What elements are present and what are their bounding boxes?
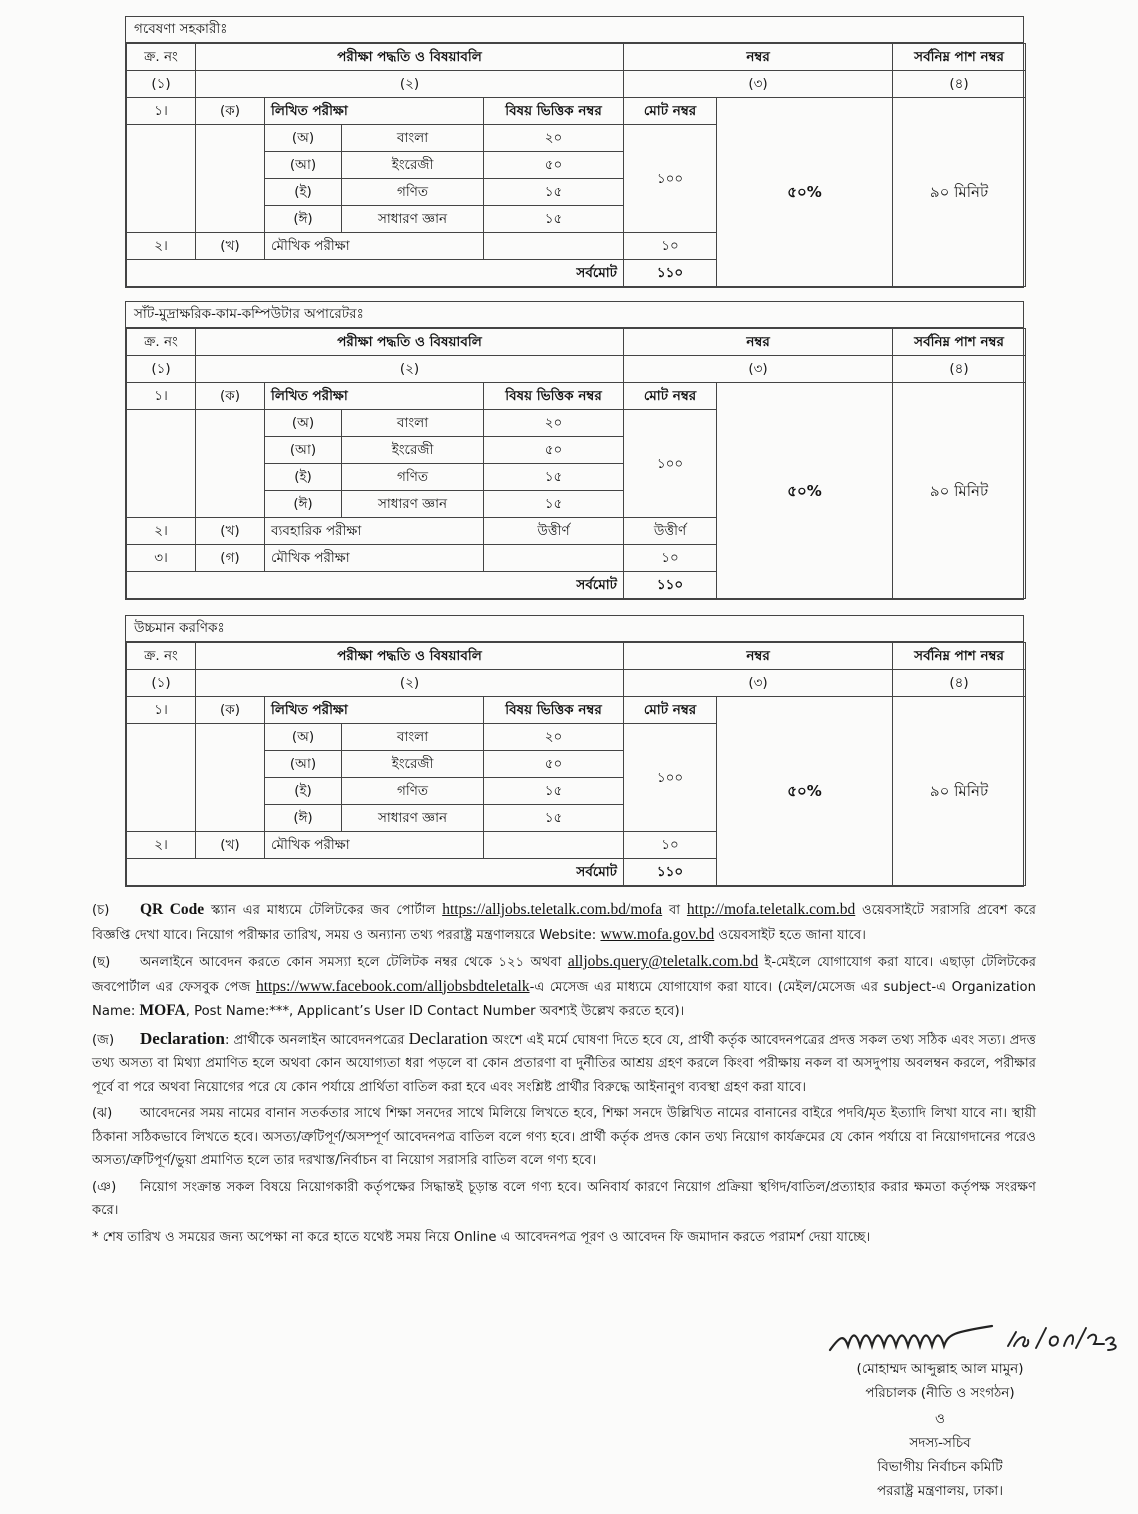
mofa-website-link[interactable]: www.mofa.gov.bd xyxy=(600,925,715,943)
table-row: ২। (খ) মৌখিক পরীক্ষা ১০ xyxy=(127,233,1026,260)
table-row: ১। (ক) লিখিত পরীক্ষা বিষয় ভিত্তিক নম্বর মোট নম্বর ৫০% ৯০ মিনিট xyxy=(127,697,1026,724)
note-j: (জ) Declaration: প্রার্থীকে অনলাইন আবেদনপত্রের Declaration অংশে এই মর্মে ঘোষণা দিতে হবে যে, প্রার্থী কর্তৃক আবেদনপত্রের প্রদত্ত সকল তথ্য সঠিক এবং সত্য। প্রদত্ত তথ্য অসত্য বা মিথ্যা প্রমাণিত হলে অথবা কোন অযোগ্যতা ধরা পড়লে বা কোন প্রতারণা বা দুর্নীতির আশ্রয় গ্রহণ করলে কিংবা পরীক্ষায় নকল বা অসদুপায় অবলম্বন করলে, পরীক্ষার পূর্বে বা পরে অথবা নিয়োগের পরে যে কোন পর্যায়ে প্রার্থিতা বাতিল করা হবে এবং সংশ্লিষ্ট প্রার্থীর বিরুদ্ধে আইনানুগ ব্যবস্থা গ্রহণ করা যাবে। xyxy=(92,1028,1036,1095)
col-method: পরীক্ষা পদ্ধতি ও বিষয়াবলি xyxy=(196,44,624,71)
col-method: পরীক্ষা পদ্ধতি ও বিষয়াবলি xyxy=(196,643,624,670)
pass-mark: ৫০% xyxy=(717,383,893,599)
subject-row: (অ) বাংলা ২০ ১০০ xyxy=(127,410,1026,437)
note-ch: (চ) QR Code স্ক্যান এর মাধ্যমে টেলিটকের জব পোর্টাল https://alljobs.teletalk.com.bd/mofa বা http://mofa.teletalk.com.bd ওয়েবসাইটে সরাসরি প্রবেশ করে বিজ্ঞপ্তি দেখা যাবে। নিয়োগ পরীক্ষার তারিখ, সময় ও অন্যান্য তথ্য পররাষ্ট্র মন্ত্রণালয়রে Website: www.mofa.gov.bd ওয়েবসাইট হতে জানা যাবে। xyxy=(92,901,1036,943)
grand-total: ১১০ xyxy=(624,260,717,287)
header-row xyxy=(127,643,1026,670)
grand-total: ১১০ xyxy=(624,859,717,886)
exam-time: ৯০ মিনিট xyxy=(893,383,1026,599)
subject-row: (অ) বাংলা ২০ ১০০ xyxy=(127,125,1026,152)
facebook-link[interactable]: https://www.facebook.com/alljobsbdteletalk xyxy=(255,977,530,995)
grand-total-row: সর্বমোট ১১০ xyxy=(127,260,1026,287)
written-total: ১০০ xyxy=(624,125,717,233)
col-marks: নম্বর xyxy=(624,44,893,71)
number-row: (১) (২) (৩) (৪) xyxy=(127,71,1026,98)
col-marks: নম্বর xyxy=(624,643,893,670)
written-total: ১০০ xyxy=(624,724,717,832)
table-row: ৩। (গ) মৌখিক পরীক্ষা ১০ xyxy=(127,545,1026,572)
signatory-committee: বিভাগীয় নির্বাচন কমিটি xyxy=(877,1459,1003,1475)
subject-row: (আ) ইংরেজী ৫০ xyxy=(127,152,1026,179)
col-serial: ক্র. নং xyxy=(127,44,196,71)
subject-row: (অ) বাংলা ২০ ১০০ xyxy=(127,724,1026,751)
number-row: (১) (২) (৩) (৪) xyxy=(127,356,1026,383)
header-row xyxy=(127,329,1026,356)
table-title: সাঁট-মুদ্রাক্ষরিক-কাম-কম্পিউটার অপারেটরঃ xyxy=(126,302,1023,328)
table-row: ২। (খ) মৌখিক পরীক্ষা ১০ xyxy=(127,832,1026,859)
note-jh: (ঝ) আবেদনের সময় নামের বানান সতর্কতার সাথে শিক্ষা সনদের সাথে মিলিয়ে লিখতে হবে, শিক্ষা সনদে উল্লিখিত নামের বানানের বাইরে পদবি/মৃত ইত্যাদি লিখা যাবে না। স্থায়ী ঠিকানা সঠিকভাবে লিখতে হবে। অসত্য/ত্রুটিপূর্ণ/অসম্পূর্ণ আবেদনপত্র বাতিল বলে গণ্য হবে। প্রার্থী কর্তৃক প্রদত্ত কোন তথ্য নিয়োগ কার্যক্রমের যে কোন পর্যায়ে বা নিয়োগদানের পরেও অসত্য/ত্রুটিপূর্ণ/ভুয়া প্রমাণিত হলে তার দরখাস্ত/নির্বাচন বা নিয়োগ সরাসরি বাতিল বলে গণ্য হবে। xyxy=(92,1102,1036,1173)
signatory-and: ও xyxy=(935,1411,945,1427)
exam-table xyxy=(125,16,1024,288)
subject-row: (ঈ) সাধারণ জ্ঞান ১৫ xyxy=(127,491,1026,518)
note-chh: (ছ) অনলাইনে আবেদন করতে কোন সমস্যা হলে টেলিটক নম্বর থেকে ১২১ অথবা alljobs.query@teletalk.com.bd ই-মেইলে যোগাযোগ করা যাবে। এছাড়া টেলিটকের জবপোর্টাল এর ফেসবুক পেজ https://www.facebook.com/alljobsbdteletalk-এ মেসেজ এর মাধ্যমে যোগাযোগ করা যাবে। (মেইল/মেসেজ এর subject-এ Organization Name: MOFA, Post Name:***, Applicant’s User ID Contact Number অবশ্যই উল্লেখ করতে হবে)। xyxy=(92,953,1036,1019)
email-link[interactable]: alljobs.query@teletalk.com.bd xyxy=(567,953,759,970)
exam-time: ৯০ মিনিট xyxy=(893,697,1026,886)
written-total: ১০০ xyxy=(624,410,717,518)
signatory-ministry: পররাষ্ট্র মন্ত্রণালয়, ঢাকা। xyxy=(876,1483,1004,1499)
subject-row: (ঈ) সাধারণ জ্ঞান ১৫ xyxy=(127,206,1026,233)
col-serial: ক্র. নং xyxy=(127,329,196,356)
col-pass: সর্বনিম্ন পাশ নম্বর xyxy=(893,329,1026,356)
pass-mark: ৫০% xyxy=(717,697,893,886)
signatory-name: (মোহাম্মদ আব্দুল্লাহ আল মামুন) xyxy=(856,1361,1024,1377)
exam-table xyxy=(125,301,1024,600)
notes-section xyxy=(92,898,1036,1252)
subject-row: (ই) গণিত ১৫ xyxy=(127,179,1026,206)
signatory-designation: পরিচালক (নীতি ও সংগঠন) xyxy=(865,1385,1015,1401)
mofa-teletalk-link[interactable]: http://mofa.teletalk.com.bd xyxy=(686,901,856,918)
grand-total-row: সর্বমোট ১১০ xyxy=(127,859,1026,886)
header-row xyxy=(127,44,1026,71)
subject-row: (ই) গণিত ১৫ xyxy=(127,464,1026,491)
exam-time: ৯০ মিনিট xyxy=(893,98,1026,287)
table-title: গবেষণা সহকারীঃ xyxy=(126,17,1023,43)
subject-row: (আ) ইংরেজী ৫০ xyxy=(127,437,1026,464)
col-serial: ক্র. নং xyxy=(127,643,196,670)
note-marker: (ঞ) xyxy=(92,1179,117,1195)
subject-row: (আ) ইংরেজী ৫০ xyxy=(127,751,1026,778)
exam-table xyxy=(125,615,1024,887)
col-method: পরীক্ষা পদ্ধতি ও বিষয়াবলি xyxy=(196,329,624,356)
note-star: * শেষ তারিখ ও সময়ের জন্য অপেক্ষা না করে হাতে যথেষ্ট সময় নিয়ে Online এ আবেদনপত্র পূরণ ও আবেদন ফি জমাদান করতে পরামর্শ দেয়া যাচ্ছে। xyxy=(92,1229,871,1245)
pass-mark: ৫০% xyxy=(717,98,893,287)
note-marker: (চ) xyxy=(92,903,110,918)
note-marker: (ঝ) xyxy=(92,1106,113,1121)
col-pass: সর্বনিম্ন পাশ নম্বর xyxy=(893,643,1026,670)
signatory-role: সদস্য-সচিব xyxy=(909,1435,971,1451)
subject-row: (ঈ) সাধারণ জ্ঞান ১৫ xyxy=(127,805,1026,832)
note-ny: (ঞ) নিয়োগ সংক্রান্ত সকল বিষয়ে নিয়োগকারী কর্তৃপক্ষের সিদ্ধান্তই চূড়ান্ত বলে গণ্য হবে। অনিবার্য কারণে নিয়োগ প্রক্রিয়া স্থগিদ/বাতিল/প্রত্যাহার করার ক্ষমতা কর্তৃপক্ষ সংরক্ষণ করে। xyxy=(92,1176,1036,1223)
note-marker: (ছ) xyxy=(92,955,111,970)
alljobs-mofa-link[interactable]: https://alljobs.teletalk.com.bd/mofa xyxy=(442,901,663,918)
col-pass: সর্বনিম্ন পাশ নম্বর xyxy=(893,44,1026,71)
subject-row: (ই) গণিত ১৫ xyxy=(127,778,1026,805)
grand-total-row: সর্বমোট ১১০ xyxy=(127,572,1026,599)
handwritten-signature xyxy=(822,1318,1122,1360)
table-title: উচ্চমান করণিকঃ xyxy=(126,616,1023,642)
table-row: ১। (ক) লিখিত পরীক্ষা বিষয় ভিত্তিক নম্বর মোট নম্বর ৫০% ৯০ মিনিট xyxy=(127,98,1026,125)
grand-total: ১১০ xyxy=(624,572,717,599)
col-marks: নম্বর xyxy=(624,329,893,356)
table-row: ১। (ক) লিখিত পরীক্ষা বিষয় ভিত্তিক নম্বর মোট নম্বর ৫০% ৯০ মিনিট xyxy=(127,383,1026,410)
table-row: ২। (খ) ব্যবহারিক পরীক্ষা উত্তীর্ণ উত্তীর্ণ xyxy=(127,518,1026,545)
number-row: (১) (২) (৩) (৪) xyxy=(127,670,1026,697)
note-marker: (জ) xyxy=(92,1032,115,1048)
